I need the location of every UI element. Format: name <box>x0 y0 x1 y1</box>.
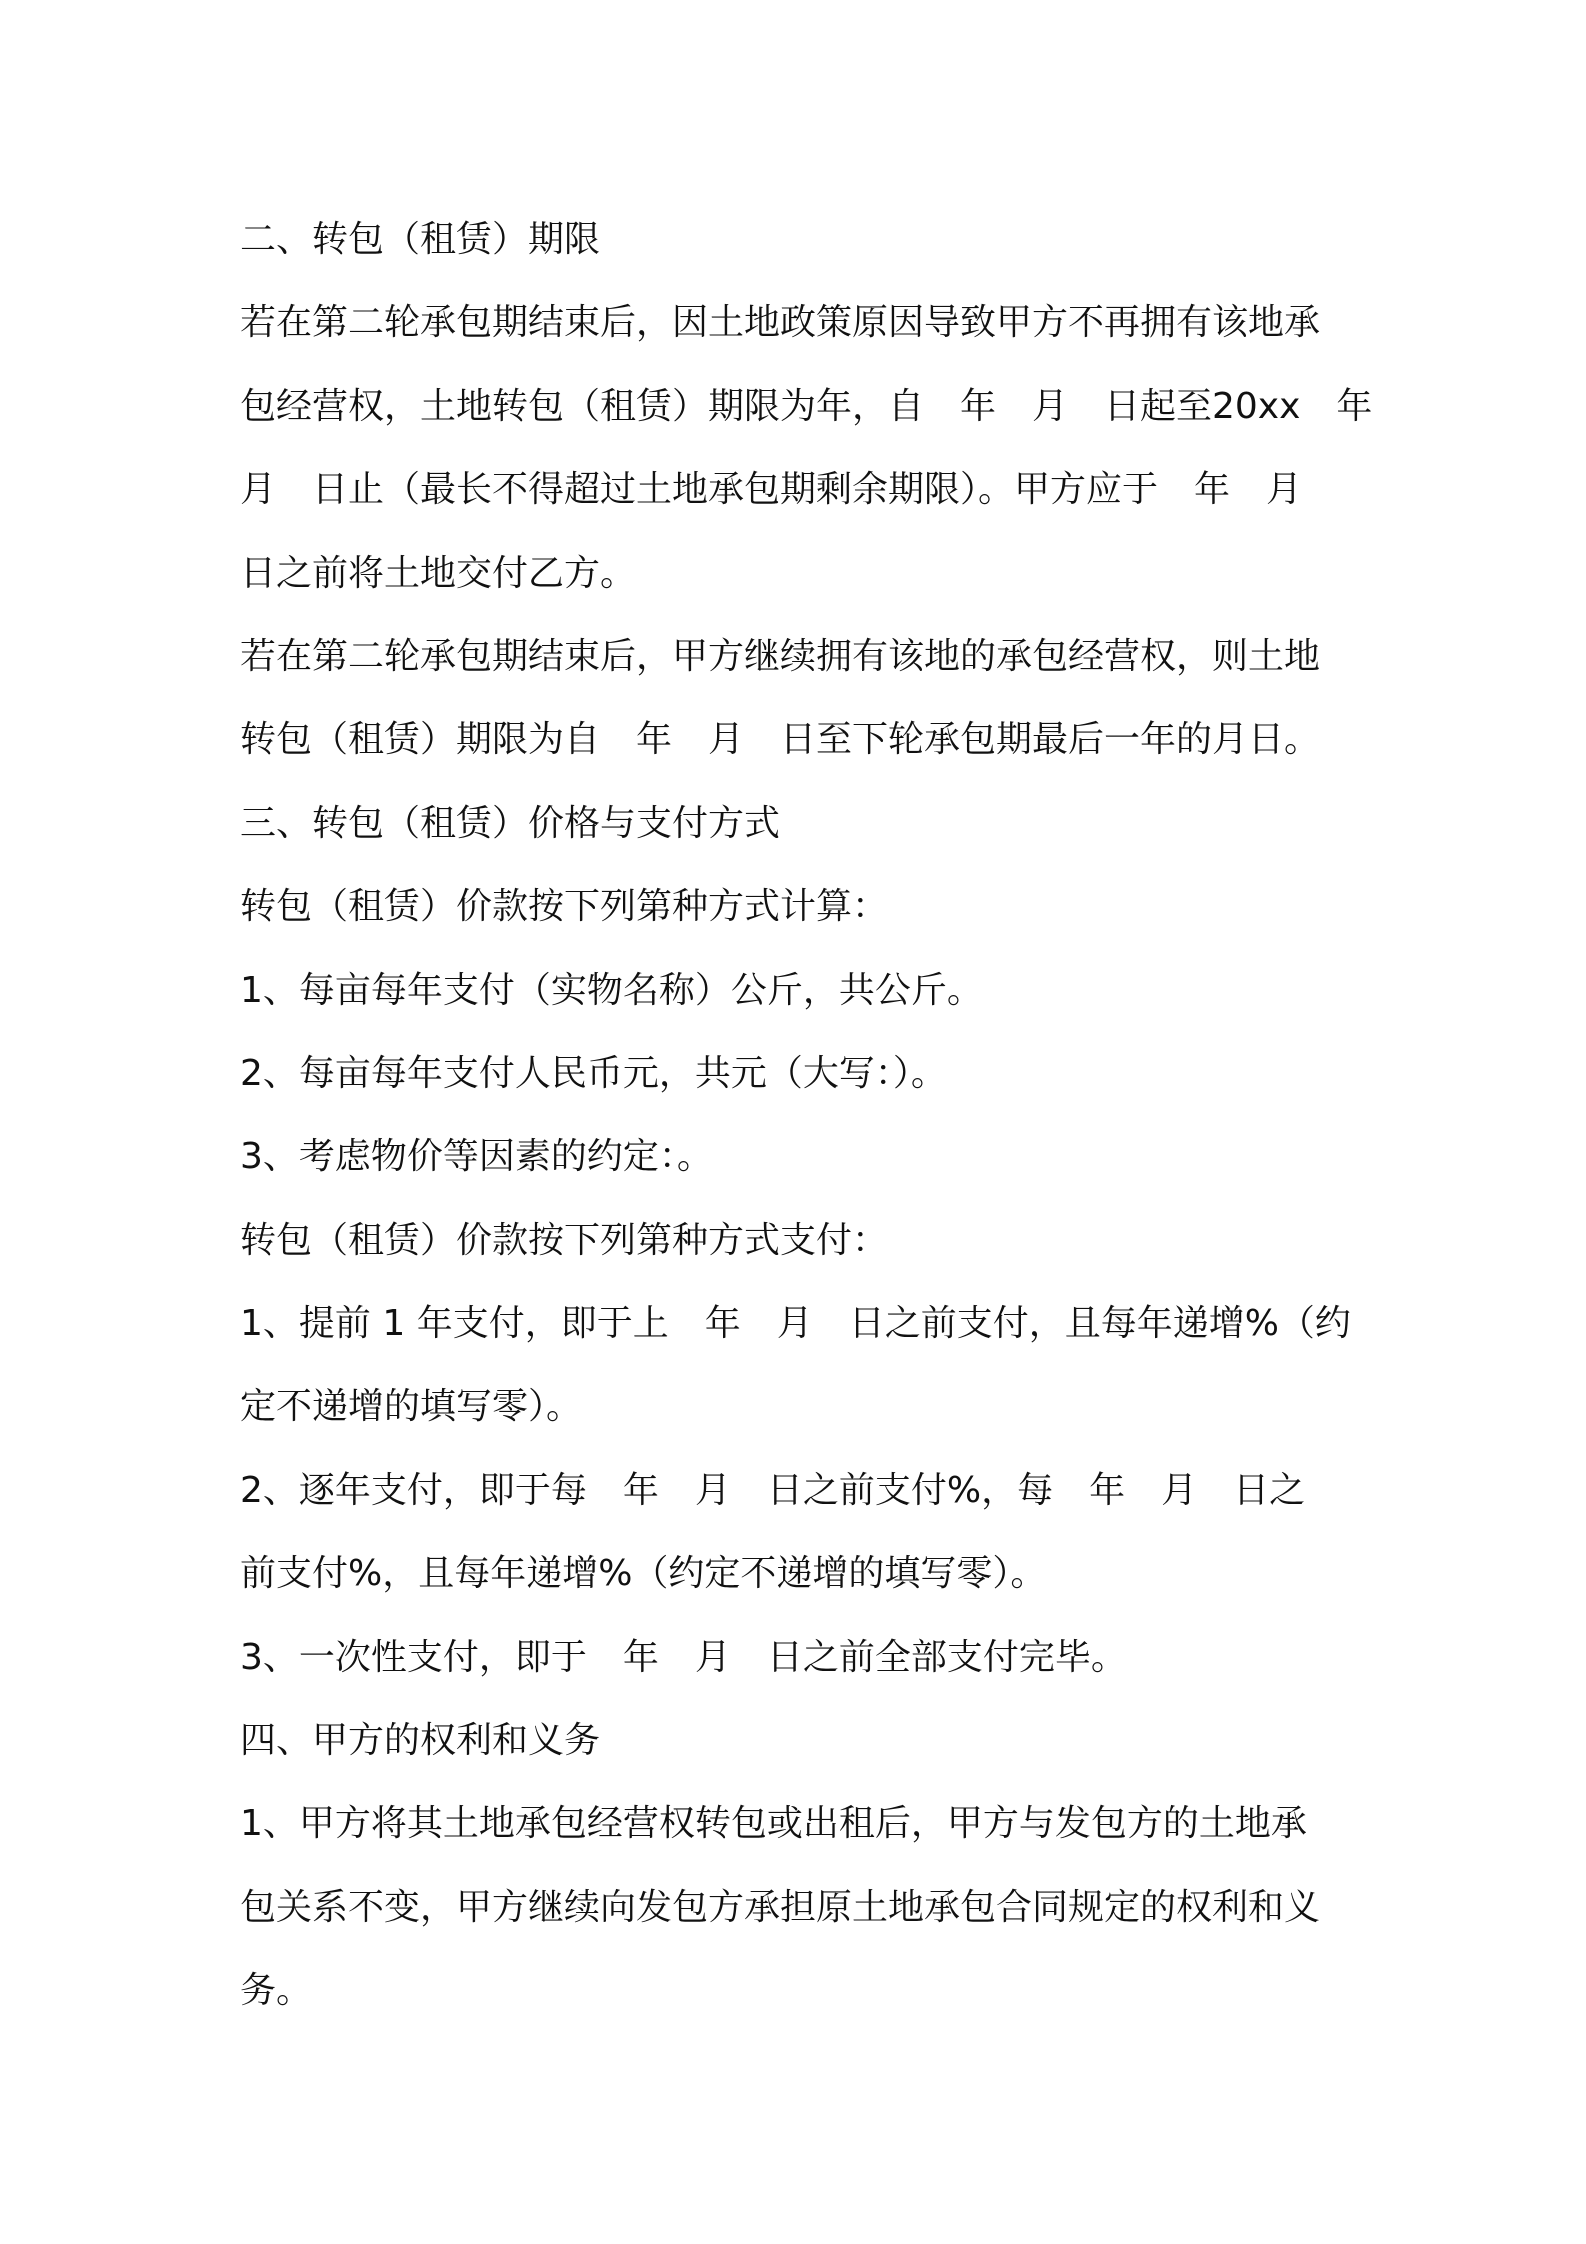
list-item: 1、每亩每年支付（实物名称）公斤，共公斤。 <box>240 969 983 1011</box>
paragraph-line: 包经营权，土地转包（租赁）期限为年，自 年 月 日起至20xx 年 <box>240 385 1373 427</box>
paragraph-line: 转包（租赁）期限为自 年 月 日至下轮承包期最后一年的月日。 <box>240 719 1321 761</box>
section-heading-4: 四、甲方的权利和义务 <box>240 1720 601 1762</box>
paragraph-line: 日之前将土地交付乙方。 <box>240 552 637 594</box>
paragraph-line: 转包（租赁）价款按下列第种方式支付： <box>240 1219 889 1261</box>
section-heading-2: 二、转包（租赁）期限 <box>240 219 601 260</box>
list-item: 1、提前 1 年支付，即于上 年 月 日之前支付，且每年递增%（约 <box>240 1303 1351 1345</box>
list-item-continuation: 定不递增的填写零）。 <box>240 1386 583 1428</box>
list-item-continuation: 包关系不变，甲方继续向发包方承担原土地承包合同规定的权利和义 <box>240 1886 1321 1928</box>
list-item-continuation: 务。 <box>240 1970 313 2012</box>
paragraph-line: 月 日止（最长不得超过土地承包期剩余期限）。甲方应于 年 月 <box>240 469 1303 511</box>
list-item-continuation: 前支付%，且每年递增%（约定不递增的填写零）。 <box>240 1553 1047 1595</box>
list-item: 2、逐年支付，即于每 年 月 日之前支付%，每 年 月 日之 <box>240 1469 1306 1511</box>
paragraph-line: 若在第二轮承包期结束后，因土地政策原因导致甲方不再拥有该地承 <box>240 302 1321 344</box>
list-item: 3、一次性支付，即于 年 月 日之前全部支付完毕。 <box>240 1636 1127 1678</box>
section-heading-3: 三、转包（租赁）价格与支付方式 <box>240 802 781 844</box>
list-item: 2、每亩每年支付人民币元，共元（大写：）。 <box>240 1052 947 1094</box>
document-page <box>240 198 1373 2033</box>
paragraph-line: 转包（租赁）价款按下列第种方式计算： <box>240 886 889 928</box>
paragraph-line: 若在第二轮承包期结束后，甲方继续拥有该地的承包经营权，则土地 <box>240 635 1321 677</box>
list-item: 1、甲方将其土地承包经营权转包或出租后，甲方与发包方的土地承 <box>240 1803 1307 1845</box>
list-item: 3、考虑物价等因素的约定：。 <box>240 1136 713 1178</box>
